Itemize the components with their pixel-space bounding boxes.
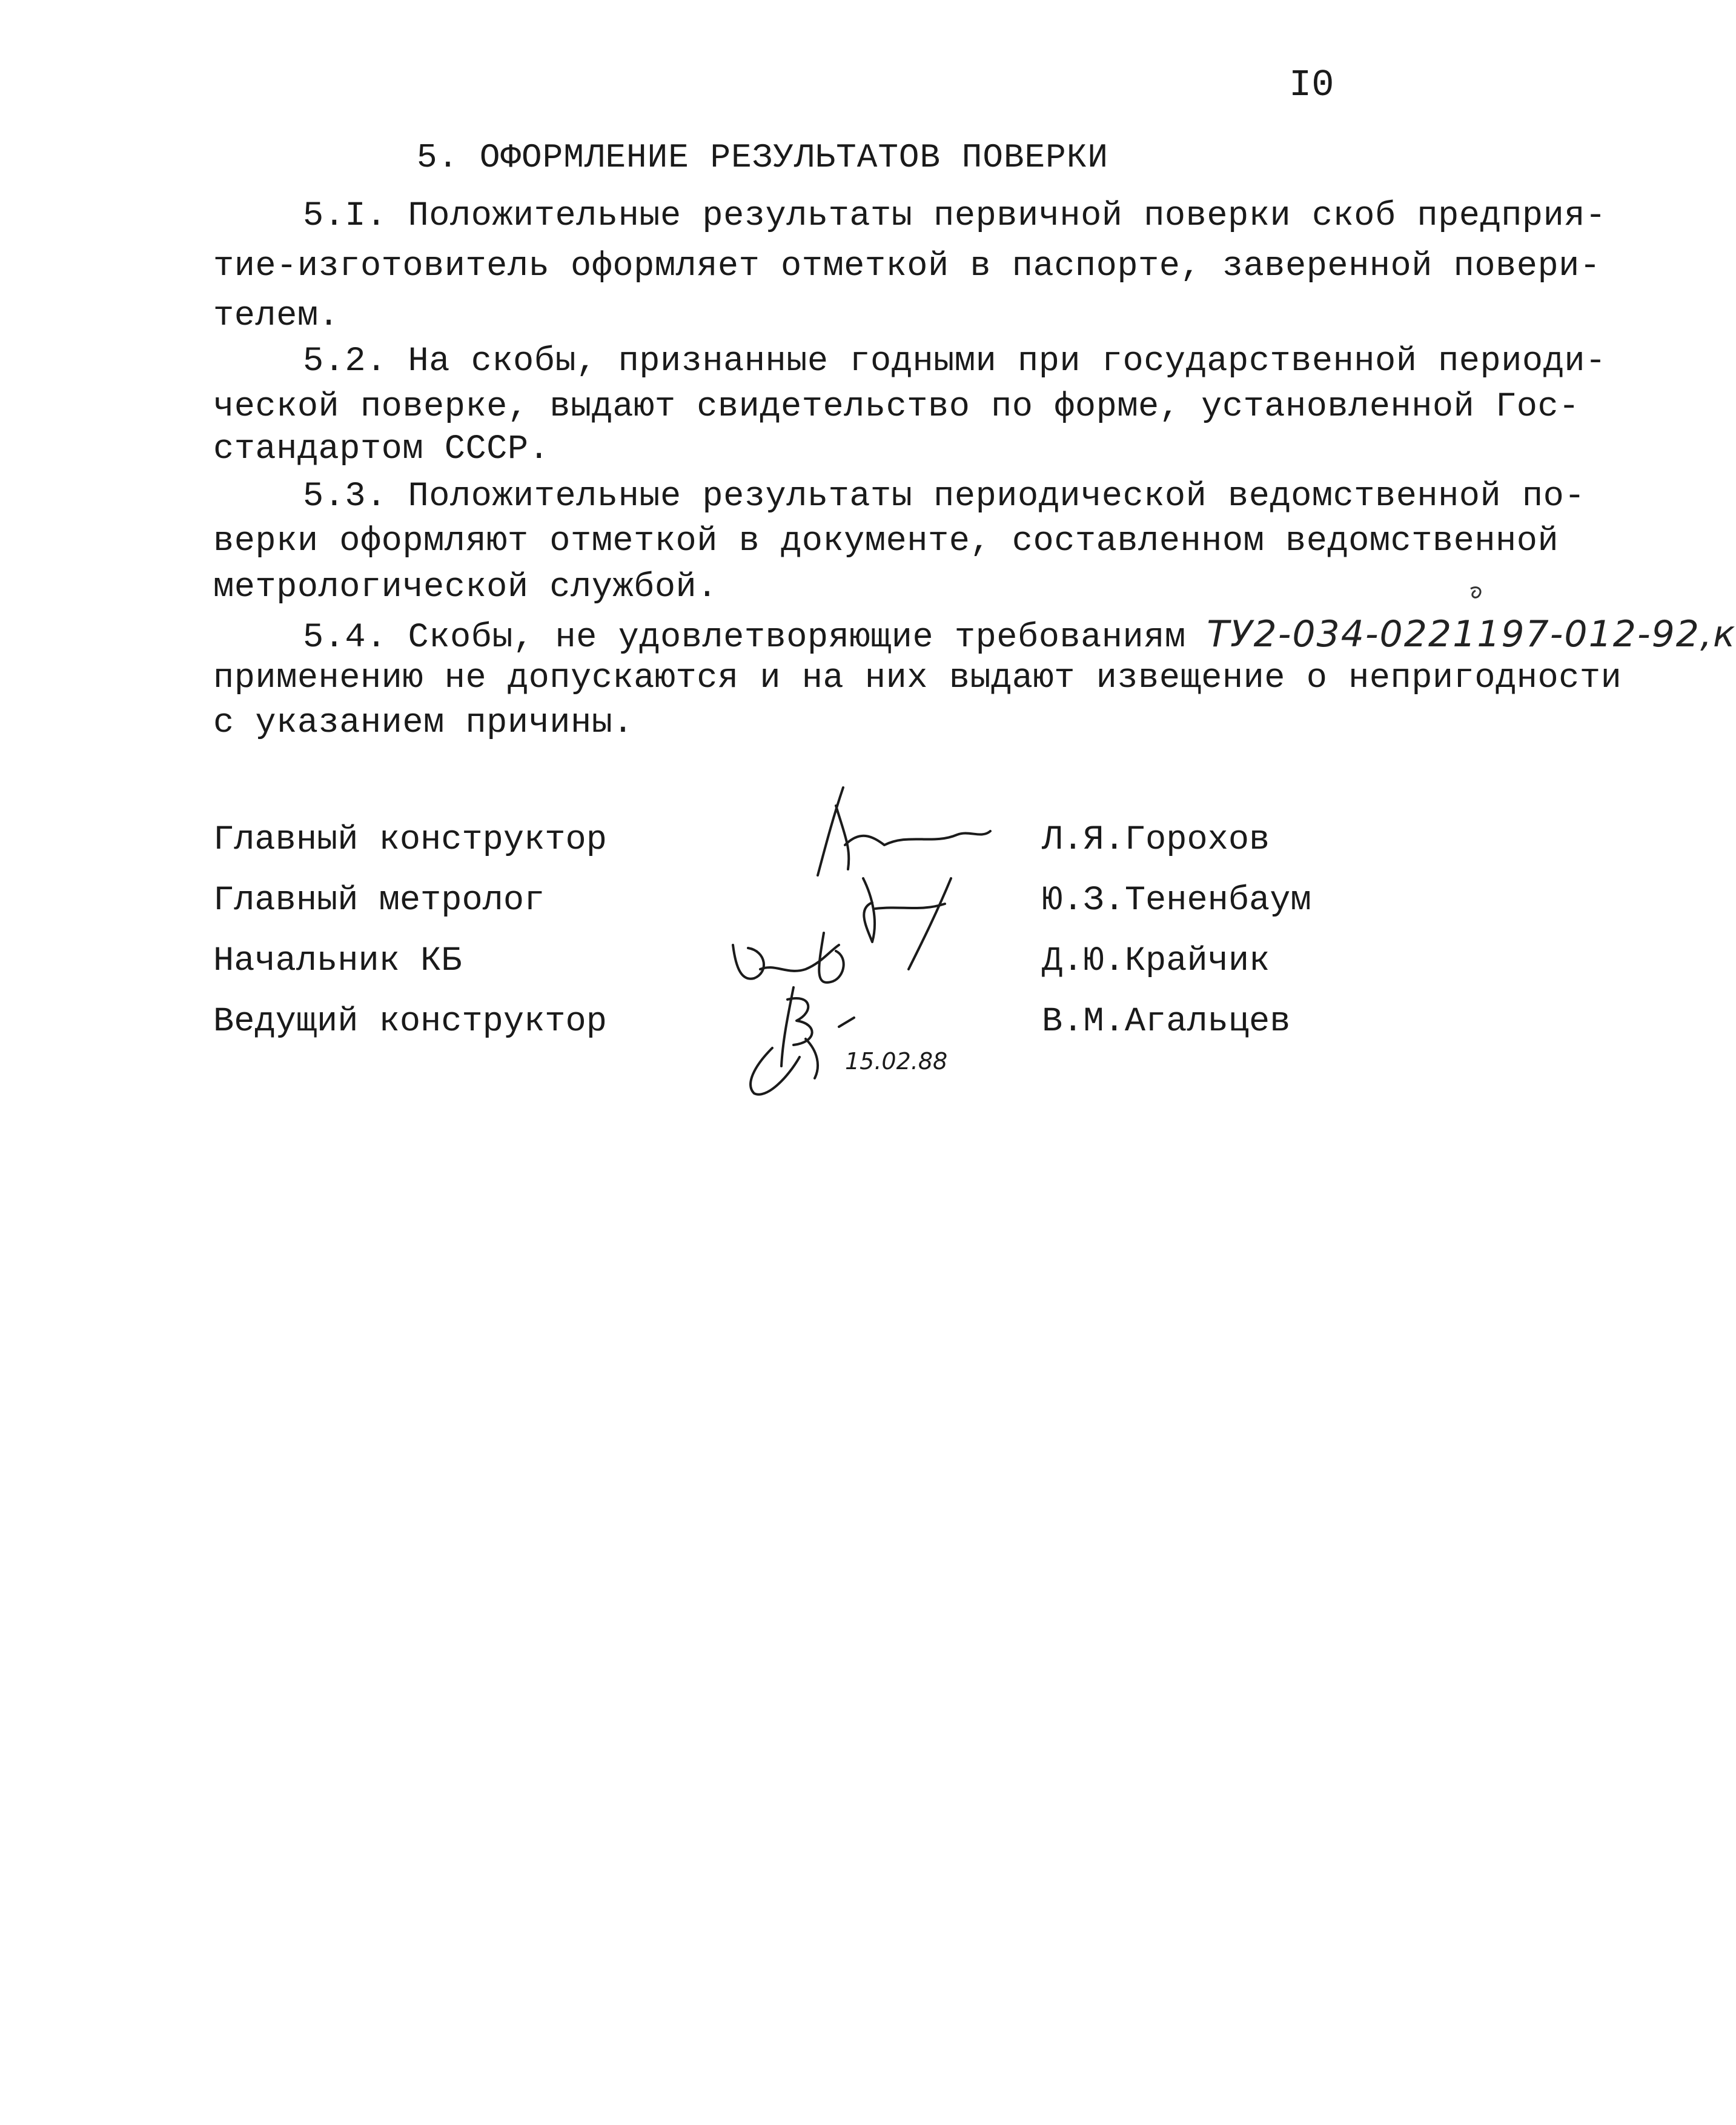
paragraph-5-1-line-2: тие-изготовитель оформляет отметкой в паспорте, заверенной повери- [213,247,1601,286]
signature-date: 15.02.88 [845,1048,948,1075]
signature-kraychik [733,933,844,983]
paragraph-5-1-line-1: 5.I. Положительные результаты первичной поверки скоб предприя- [303,197,1606,236]
paragraph-5-3-line-1: 5.3. Положительные результаты периодической ведомственной по- [303,477,1586,516]
signature-gorokhov [818,787,990,875]
signatory-name-kraychik: Д.Ю.Крайчик [1042,942,1270,981]
paragraph-5-3-line-3: метрологической службой. [213,568,718,607]
paragraph-5-4-line-3: с указанием причины. [213,704,634,743]
paragraph-5-1-line-3: телем. [213,297,340,336]
signatory-name-tenenbaum: Ю.З.Тененбаум [1042,881,1311,920]
section-heading: 5. ОФОРМЛЕНИЕ РЕЗУЛЬТАТОВ ПОВЕРКИ [417,138,1108,177]
margin-mark [1471,588,1480,598]
signatory-title-chief-designer: Главный конструктор [213,821,607,860]
signature-agaltsev [750,987,854,1095]
paragraph-5-4-line-2: применению не допускаются и на них выдают извещение о непригодности [213,659,1622,698]
paragraph-5-2-line-3: стандартом СССР. [213,430,550,469]
signatory-title-chief-metrologist: Главный метролог [213,881,545,920]
signature-tenenbaum [863,878,951,969]
paragraph-5-2-line-2: ческой поверке, выдают свидетельство по форме, установленной Гос- [213,388,1580,426]
signatory-name-agaltsev: В.М.Агальцев [1042,1003,1291,1041]
handwritten-spec-reference: ТУ2-034-0221197-012-92,к [1207,613,1736,655]
paragraph-5-3-line-2: верки оформляют отметкой в документе, составленном ведомственной [213,522,1559,561]
signatory-name-gorokhov: Л.Я.Горохов [1042,821,1270,860]
signatory-title-lead-designer: Ведущий конструктор [213,1003,607,1041]
paragraph-5-4-line-1 [303,613,1736,657]
page-number: I0 [1289,64,1334,107]
paragraph-5-4-text: 5.4. Скобы, не удовлетворяющие требованиям [303,618,1207,657]
signatory-title-head-of-kb: Начальник КБ [213,942,462,981]
paragraph-5-2-line-1: 5.2. На скобы, признанные годными при государственной периоди- [303,342,1606,381]
